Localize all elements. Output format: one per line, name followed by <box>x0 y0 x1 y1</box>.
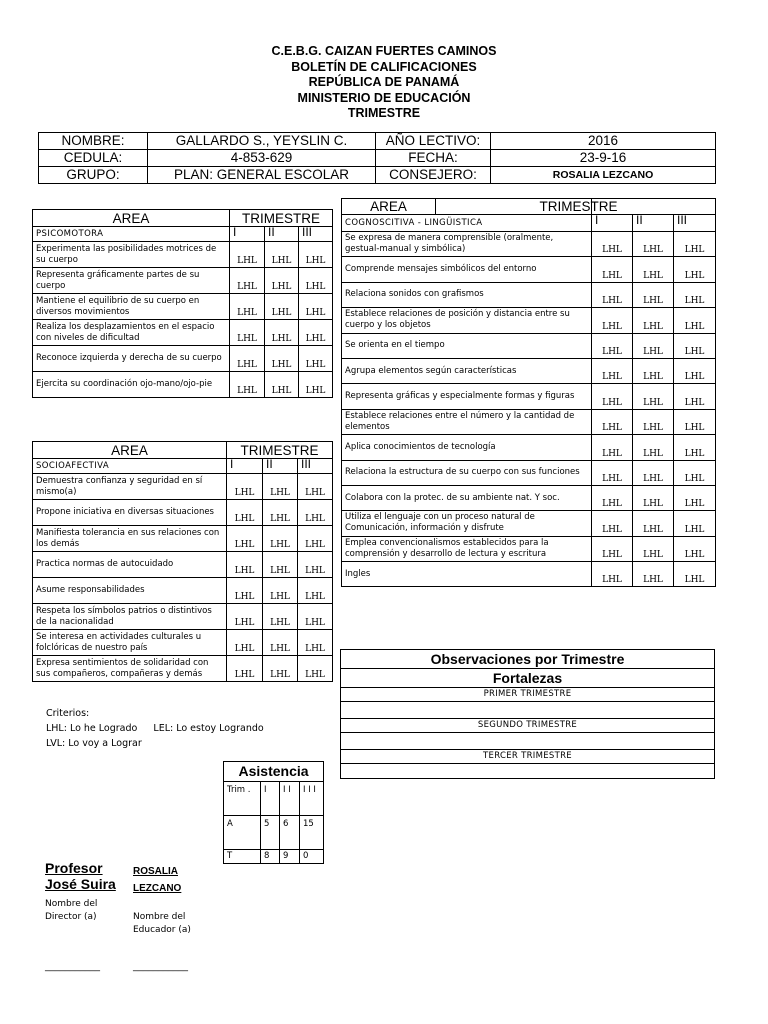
term-3-header: III <box>674 215 716 232</box>
attendance-table <box>223 761 324 864</box>
criterion-label: Agrupa elementos según características <box>342 358 592 383</box>
section-title: PSICOMOTORA <box>33 227 230 242</box>
grade-term-1: LHL <box>592 435 633 460</box>
criterion-label: Representa gráficas y especialmente formas y figuras <box>342 384 592 409</box>
area-header: AREA <box>33 210 230 227</box>
grade-term-1: LHL <box>230 242 265 268</box>
table-row <box>33 552 333 578</box>
criterion-label: Comprende mensajes simbólicos del entorno <box>342 257 592 282</box>
grade-term-1: LHL <box>592 460 633 485</box>
table-row <box>342 282 716 307</box>
second-term-label: SEGUNDO TRIMESTRE <box>341 719 715 733</box>
attendance-term-3: I I I <box>300 782 324 816</box>
grade-term-3: LHL <box>298 526 333 552</box>
table-row <box>33 526 333 552</box>
grading-criteria <box>46 706 264 751</box>
absences-term-1: 5 <box>261 816 280 850</box>
grade-term-3: LHL <box>298 474 333 500</box>
grade-term-1: LHL <box>230 346 265 372</box>
grade-term-2: LHL <box>633 232 674 257</box>
criterion-label: Respeta los símbolos patrios o distintivos de la nacionalidad <box>33 604 227 630</box>
criteria-lel: LEL: Lo estoy Logrando <box>153 723 264 734</box>
absences-term-3: 15 <box>300 816 324 850</box>
grade-term-2: LHL <box>265 320 299 346</box>
criterion-label: Mantiene el equilibrio de su cuerpo en diversos movimientos <box>33 294 230 320</box>
educator-caption: Nombre del Educador (a) <box>133 912 191 935</box>
grade-term-1: LHL <box>592 511 633 536</box>
grade-term-3: LHL <box>299 346 333 372</box>
grade-term-2: LHL <box>633 562 674 587</box>
student-name: GALLARDO S., YEYSLIN C. <box>148 133 376 150</box>
ministry-name: MINISTERIO DE EDUCACIÓN <box>297 90 471 105</box>
criterion-label: Utiliza el lenguaje con un proceso natural de Comunicación, información y disfrute <box>342 511 592 536</box>
term-3-header: III <box>298 459 333 474</box>
table-row <box>342 562 716 587</box>
country-name: REPÚBLICA DE PANAMÁ <box>308 75 460 89</box>
criterion-label: Ingles <box>342 562 592 587</box>
criterion-label: Reconoce izquierda y derecha de su cuerpo <box>33 346 230 372</box>
grade-term-1: LHL <box>227 604 263 630</box>
grade-term-3: LHL <box>674 358 716 383</box>
grade-term-2: LHL <box>265 242 299 268</box>
table-row <box>342 333 716 358</box>
grade-term-2: LHL <box>633 485 674 510</box>
school-name: C.E.B.G. CAIZAN FUERTES CAMINOS <box>271 44 497 58</box>
criterion-label: Demuestra confianza y seguridad en sí mismo(a) <box>33 474 227 500</box>
term-3-header: III <box>299 227 333 242</box>
attendance-title: Asistencia <box>224 762 324 782</box>
grade-term-2: LHL <box>633 358 674 383</box>
table-row <box>342 257 716 282</box>
table-row <box>342 511 716 536</box>
grade-term-3: LHL <box>674 460 716 485</box>
table-row <box>342 536 716 561</box>
info-row-id <box>39 150 716 167</box>
grade-term-2: LHL <box>263 500 298 526</box>
cognoscitiva-table <box>341 198 716 587</box>
grade-term-2: LHL <box>633 384 674 409</box>
strengths-title: Fortalezas <box>341 669 715 688</box>
student-id: 4-853-629 <box>148 150 376 167</box>
grade-term-2: LHL <box>265 268 299 294</box>
grade-term-1: LHL <box>592 333 633 358</box>
grade-term-2: LHL <box>633 308 674 333</box>
educator-name: ROSALIA LEZCANO <box>133 866 182 894</box>
criterion-label: Realiza los desplazamientos en el espacio con niveles de dificultad <box>33 320 230 346</box>
grade-term-3: LHL <box>674 282 716 307</box>
grade-term-3: LHL <box>298 604 333 630</box>
id-label: CEDULA: <box>39 150 148 167</box>
grade-term-2: LHL <box>633 257 674 282</box>
grade-term-1: LHL <box>227 552 263 578</box>
tardies-term-1: 8 <box>261 850 280 864</box>
grade-term-1: LHL <box>592 358 633 383</box>
criterion-label: Propone iniciativa en diversas situaciones <box>33 500 227 526</box>
criterion-label: Experimenta las posibilidades motrices de su cuerpo <box>33 242 230 268</box>
criterion-label: Relaciona la estructura de su cuerpo con sus funciones <box>342 460 592 485</box>
school-year: 2016 <box>491 133 716 150</box>
grade-term-3: LHL <box>298 578 333 604</box>
grade-term-2: LHL <box>263 578 298 604</box>
grade-term-2: LHL <box>265 294 299 320</box>
grade-term-1: LHL <box>227 526 263 552</box>
grade-term-3: LHL <box>298 552 333 578</box>
table-row <box>33 372 333 398</box>
grade-term-1: LHL <box>227 474 263 500</box>
grade-term-3: LHL <box>674 409 716 434</box>
grade-term-3: LHL <box>674 257 716 282</box>
grade-term-2: LHL <box>633 460 674 485</box>
table-row <box>33 604 333 630</box>
trimestre-header: TRIMESTRE <box>230 210 333 227</box>
criterion-label: Se expresa de manera comprensible (oralmente, gestual-manual y simbólica) <box>342 232 592 257</box>
attendance-term-2: I I <box>280 782 300 816</box>
date-label: FECHA: <box>376 150 491 167</box>
report-title: BOLETÍN DE CALIFICACIONES <box>291 59 477 74</box>
criterion-label: Practica normas de autocuidado <box>33 552 227 578</box>
counselor-name: ROSALIA LEZCANO <box>491 167 716 184</box>
school-year-label: AÑO LECTIVO: <box>376 133 491 150</box>
grade-term-3: LHL <box>299 242 333 268</box>
term-label: Trim . <box>224 782 261 816</box>
director-signature <box>45 860 127 972</box>
term-2-header: II <box>263 459 298 474</box>
grade-term-1: LHL <box>227 630 263 656</box>
grade-term-1: LHL <box>230 372 265 398</box>
grade-term-1: LHL <box>230 294 265 320</box>
student-info-table <box>38 132 716 184</box>
criterion-label: Establece relaciones de posición y distancia entre su cuerpo y los objetos <box>342 308 592 333</box>
grade-term-1: LHL <box>230 268 265 294</box>
criterion-label: Asume responsabilidades <box>33 578 227 604</box>
grade-term-2: LHL <box>263 656 298 682</box>
grade-term-2: LHL <box>263 630 298 656</box>
table-row <box>33 474 333 500</box>
grade-term-1: LHL <box>227 578 263 604</box>
table-row <box>33 268 333 294</box>
attendance-term-1: I <box>261 782 280 816</box>
criterion-label: Se interesa en actividades culturales u folclóricas de nuestro país <box>33 630 227 656</box>
term-2-header: II <box>633 215 674 232</box>
table-row <box>33 294 333 320</box>
section-title: COGNOSCITIVA - LINGÜISTICA <box>342 215 592 232</box>
term-1-header: I <box>592 215 633 232</box>
grade-term-3: LHL <box>674 511 716 536</box>
table-row <box>33 630 333 656</box>
term-1-header: I <box>230 227 265 242</box>
grade-term-2: LHL <box>633 409 674 434</box>
grade-term-2: LHL <box>263 604 298 630</box>
trimestre-header: TRIMESTRE <box>592 199 716 215</box>
criteria-lhl: LHL: Lo he Logrado <box>46 723 138 734</box>
table-row <box>342 460 716 485</box>
grade-term-1: LHL <box>592 282 633 307</box>
counselor-label: CONSEJERO: <box>376 167 491 184</box>
tardies-term-3: 0 <box>300 850 324 864</box>
psicomotora-table <box>32 209 333 398</box>
third-term-label: TERCER TRIMESTRE <box>341 750 715 764</box>
grade-term-1: LHL <box>592 308 633 333</box>
grade-term-2: LHL <box>633 511 674 536</box>
grade-term-2: LHL <box>265 346 299 372</box>
grade-term-2: LHL <box>265 372 299 398</box>
director-caption: Nombre del Director (a) <box>45 899 98 922</box>
area-header-text: AREA <box>342 199 436 214</box>
tardies-label: T <box>224 850 261 864</box>
criterion-label: Manifiesta tolerancia en sus relaciones con los demás <box>33 526 227 552</box>
table-row <box>342 409 716 434</box>
period-title: TRIMESTRE <box>347 106 421 120</box>
document-header <box>0 44 768 122</box>
info-row-group <box>39 167 716 184</box>
socioafectiva-table <box>32 441 333 682</box>
group-label: GRUPO: <box>39 167 148 184</box>
area-header: AREA <box>33 442 227 459</box>
report-date: 23-9-16 <box>491 150 716 167</box>
criterion-label: Relaciona sonidos con grafismos <box>342 282 592 307</box>
table-row <box>342 384 716 409</box>
grade-term-1: LHL <box>592 384 633 409</box>
grade-term-1: LHL <box>592 257 633 282</box>
first-term-label: PRIMER TRIMESTRE <box>341 688 715 702</box>
grade-term-2: LHL <box>633 435 674 460</box>
grade-term-1: LHL <box>227 500 263 526</box>
table-row <box>342 308 716 333</box>
grade-term-3: LHL <box>674 562 716 587</box>
director-name: Profesor José Suira <box>45 860 116 892</box>
grade-term-1: LHL <box>592 232 633 257</box>
observations-table <box>340 649 715 779</box>
grade-term-1: LHL <box>592 536 633 561</box>
table-row <box>342 485 716 510</box>
grade-term-2: LHL <box>633 536 674 561</box>
table-row <box>342 358 716 383</box>
second-term-notes <box>341 733 715 750</box>
criteria-title: Criterios: <box>46 708 90 719</box>
grade-term-1: LHL <box>592 409 633 434</box>
name-label: NOMBRE: <box>39 133 148 150</box>
grade-term-3: LHL <box>299 294 333 320</box>
criterion-label: Establece relaciones entre el número y la cantidad de elementos <box>342 409 592 434</box>
criterion-label: Expresa sentimientos de solidaridad con sus compañeros, compañeras y demás <box>33 656 227 682</box>
grade-term-3: LHL <box>298 656 333 682</box>
educator-signature <box>133 863 215 972</box>
first-term-notes <box>341 702 715 719</box>
observations-title: Observaciones por Trimestre <box>341 650 715 669</box>
absences-label: A <box>224 816 261 850</box>
criterion-label: Colabora con la protec. de su ambiente nat. Y soc. <box>342 485 592 510</box>
grade-term-3: LHL <box>299 372 333 398</box>
grade-term-3: LHL <box>674 333 716 358</box>
criterion-label: Se orienta en el tiempo <box>342 333 592 358</box>
director-signature-line: ___________ <box>45 961 100 972</box>
table-row <box>342 435 716 460</box>
absences-term-2: 6 <box>280 816 300 850</box>
grade-term-2: LHL <box>633 333 674 358</box>
grade-term-2: LHL <box>633 282 674 307</box>
grade-term-3: LHL <box>674 485 716 510</box>
grade-term-3: LHL <box>298 500 333 526</box>
grade-term-3: LHL <box>674 308 716 333</box>
grade-term-3: LHL <box>674 384 716 409</box>
table-row <box>33 656 333 682</box>
table-row <box>342 232 716 257</box>
grade-term-2: LHL <box>263 474 298 500</box>
grade-term-3: LHL <box>298 630 333 656</box>
term-1-header: I <box>227 459 263 474</box>
grade-term-3: LHL <box>674 435 716 460</box>
table-row <box>33 242 333 268</box>
grade-term-2: LHL <box>263 552 298 578</box>
trimestre-header: TRIMESTRE <box>227 442 333 459</box>
section-title: SOCIOAFECTIVA <box>33 459 227 474</box>
grade-term-1: LHL <box>592 562 633 587</box>
table-row <box>33 500 333 526</box>
term-2-header: II <box>265 227 299 242</box>
tardies-term-2: 9 <box>280 850 300 864</box>
criteria-lvl: LVL: Lo voy a Lograr <box>46 738 142 749</box>
criterion-label: Aplica conocimientos de tecnología <box>342 435 592 460</box>
grade-term-3: LHL <box>299 320 333 346</box>
grade-term-3: LHL <box>674 536 716 561</box>
criterion-label: Representa gráficamente partes de su cuerpo <box>33 268 230 294</box>
criterion-label: Ejercita su coordinación ojo-mano/ojo-pie <box>33 372 230 398</box>
grade-term-1: LHL <box>592 485 633 510</box>
table-row <box>33 346 333 372</box>
table-row <box>33 578 333 604</box>
educator-signature-line: ___________ <box>133 961 188 972</box>
info-row-name <box>39 133 716 150</box>
table-row <box>33 320 333 346</box>
third-term-notes <box>341 764 715 779</box>
grade-term-3: LHL <box>674 232 716 257</box>
grade-term-3: LHL <box>299 268 333 294</box>
student-group: PLAN: GENERAL ESCOLAR <box>148 167 376 184</box>
criterion-label: Emplea convencionalismos establecidos para la comprensión y desarrollo de lectura y escritura <box>342 536 592 561</box>
grade-term-2: LHL <box>263 526 298 552</box>
grade-term-1: LHL <box>230 320 265 346</box>
grade-term-1: LHL <box>227 656 263 682</box>
